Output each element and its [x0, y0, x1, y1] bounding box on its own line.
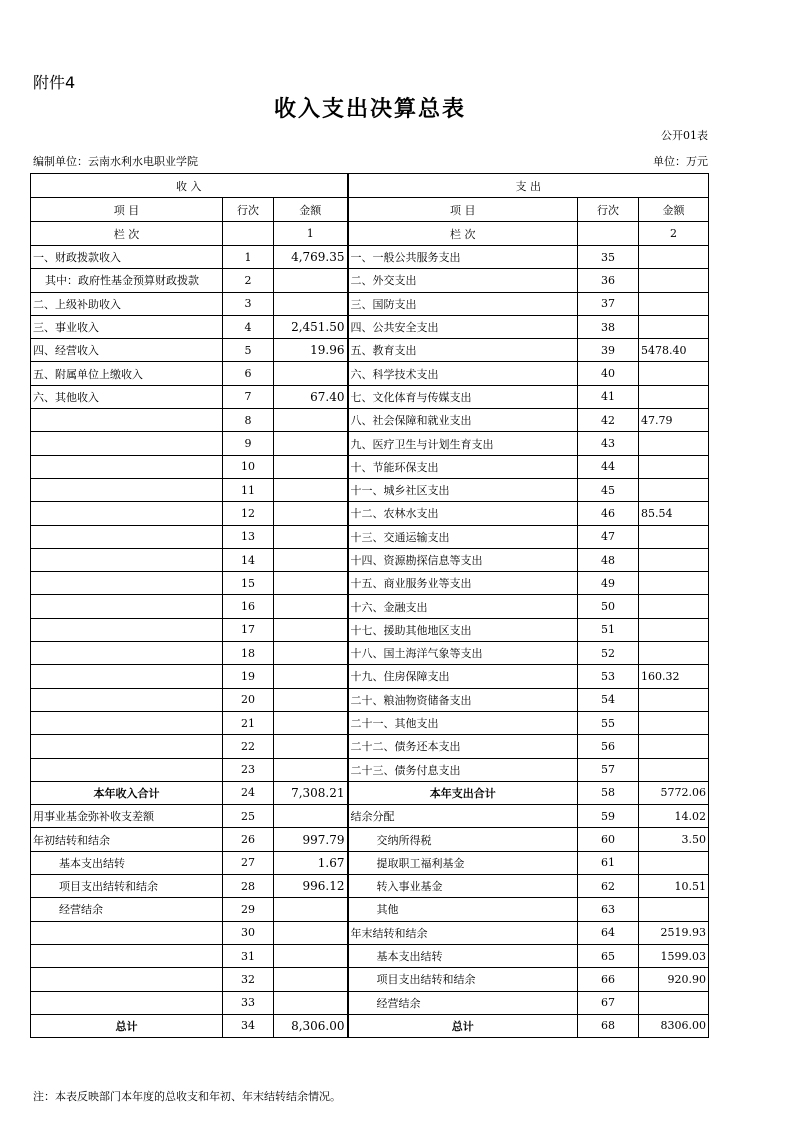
income-amount — [274, 455, 348, 478]
table-row — [31, 478, 709, 501]
income-row-no: 20 — [223, 688, 274, 711]
income-row-no: 9 — [223, 432, 274, 455]
attachment-label: 附件4 — [33, 73, 76, 92]
expense-row-no: 41 — [578, 385, 639, 408]
income-item — [31, 642, 223, 665]
table-row — [31, 548, 709, 571]
income-row-no: 15 — [223, 572, 274, 595]
lanci-label-expense: 栏 次 — [348, 222, 578, 246]
expense-item: 本年支出合计 — [348, 781, 578, 804]
table-row — [31, 758, 709, 781]
table-row — [31, 688, 709, 711]
col-item-income: 项 目 — [31, 198, 223, 222]
income-item — [31, 991, 223, 1014]
table-row — [31, 409, 709, 432]
expense-item: 二十二、债务还本支出 — [348, 735, 578, 758]
income-item: 五、附属单位上缴收入 — [31, 362, 223, 385]
income-section-label: 收 入 — [31, 174, 348, 198]
expense-amount — [639, 525, 709, 548]
expense-item: 十八、国土海洋气象等支出 — [348, 642, 578, 665]
expense-item: 十七、援助其他地区支出 — [348, 618, 578, 641]
expense-row-no: 62 — [578, 875, 639, 898]
income-row-no: 28 — [223, 875, 274, 898]
table-row — [31, 735, 709, 758]
expense-amount — [639, 292, 709, 315]
expense-item: 二、外交支出 — [348, 269, 578, 292]
expense-row-no: 51 — [578, 618, 639, 641]
income-item: 用事业基金弥补收支差额 — [31, 805, 223, 828]
expense-amount: 5772.06 — [639, 781, 709, 804]
expense-row-no: 39 — [578, 339, 639, 362]
expense-amount: 8306.00 — [639, 1014, 709, 1037]
expense-amount: 160.32 — [639, 665, 709, 688]
expense-amount: 10.51 — [639, 875, 709, 898]
table-row — [31, 968, 709, 991]
income-item — [31, 944, 223, 967]
income-row-no: 16 — [223, 595, 274, 618]
expense-item: 六、科学技术支出 — [348, 362, 578, 385]
income-amount — [274, 711, 348, 734]
expense-item: 总计 — [348, 1014, 578, 1037]
income-amount — [274, 595, 348, 618]
income-row-no: 17 — [223, 618, 274, 641]
income-item — [31, 758, 223, 781]
expense-item: 十五、商业服务业等支出 — [348, 572, 578, 595]
expense-row-no: 53 — [578, 665, 639, 688]
expense-row-no: 52 — [578, 642, 639, 665]
lanci-row — [31, 222, 709, 246]
income-amount — [274, 409, 348, 432]
expense-item: 四、公共安全支出 — [348, 315, 578, 338]
income-amount — [274, 968, 348, 991]
col-item-expense: 项 目 — [348, 198, 578, 222]
income-item — [31, 548, 223, 571]
income-item: 年初结转和结余 — [31, 828, 223, 851]
expense-row-no: 67 — [578, 991, 639, 1014]
income-row-no: 6 — [223, 362, 274, 385]
table-row — [31, 385, 709, 408]
expense-row-no: 59 — [578, 805, 639, 828]
table-row — [31, 944, 709, 967]
expense-item: 十三、交通运输支出 — [348, 525, 578, 548]
expense-amount — [639, 595, 709, 618]
income-amount — [274, 688, 348, 711]
expense-item: 一、一般公共服务支出 — [348, 246, 578, 269]
income-row-no: 30 — [223, 921, 274, 944]
table-row — [31, 432, 709, 455]
total-row — [31, 1014, 709, 1037]
expense-amount: 3.50 — [639, 828, 709, 851]
income-amount: 8,306.00 — [274, 1014, 348, 1037]
lanci-number-expense: 2 — [639, 222, 709, 246]
expense-amount: 14.02 — [639, 805, 709, 828]
expense-row-no: 58 — [578, 781, 639, 804]
table-row — [31, 711, 709, 734]
income-item — [31, 502, 223, 525]
income-amount: 2,451.50 — [274, 315, 348, 338]
table-row — [31, 595, 709, 618]
income-amount — [274, 805, 348, 828]
expense-item: 二十、粮油物资储备支出 — [348, 688, 578, 711]
expense-amount — [639, 851, 709, 874]
income-amount — [274, 548, 348, 571]
income-amount — [274, 572, 348, 595]
income-item: 本年收入合计 — [31, 781, 223, 804]
table-row — [31, 572, 709, 595]
expense-item: 十一、城乡社区支出 — [348, 478, 578, 501]
income-item — [31, 711, 223, 734]
expense-row-no: 45 — [578, 478, 639, 501]
lanci-empty-income — [223, 222, 274, 246]
income-amount: 4,769.35 — [274, 246, 348, 269]
expense-row-no: 65 — [578, 944, 639, 967]
expense-row-no: 54 — [578, 688, 639, 711]
expense-row-no: 43 — [578, 432, 639, 455]
income-item: 三、事业收入 — [31, 315, 223, 338]
compiling-unit: 编制单位：云南水利水电职业学院 — [33, 155, 198, 168]
income-amount — [274, 432, 348, 455]
income-item: 其中：政府性基金预算财政拨款 — [31, 269, 223, 292]
income-item — [31, 572, 223, 595]
income-amount: 19.96 — [274, 339, 348, 362]
expense-amount — [639, 711, 709, 734]
income-row-no: 2 — [223, 269, 274, 292]
expense-row-no: 37 — [578, 292, 639, 315]
expense-item: 十六、金融支出 — [348, 595, 578, 618]
income-row-no: 8 — [223, 409, 274, 432]
footnote: 注：本表反映部门本年度的总收支和年初、年末结转结余情况。 — [33, 1090, 341, 1103]
table-row — [31, 525, 709, 548]
expense-item: 九、医疗卫生与计划生育支出 — [348, 432, 578, 455]
income-amount — [274, 921, 348, 944]
expense-item: 转入事业基金 — [348, 875, 578, 898]
income-row-no: 10 — [223, 455, 274, 478]
col-row-expense: 行次 — [578, 198, 639, 222]
table-row — [31, 898, 709, 921]
income-item: 一、财政拨款收入 — [31, 246, 223, 269]
expense-amount — [639, 315, 709, 338]
table-row — [31, 292, 709, 315]
income-row-no: 1 — [223, 246, 274, 269]
column-header-row — [31, 198, 709, 222]
expense-item: 五、教育支出 — [348, 339, 578, 362]
col-amount-expense: 金额 — [639, 198, 709, 222]
income-amount: 7,308.21 — [274, 781, 348, 804]
expense-amount — [639, 572, 709, 595]
expense-amount — [639, 898, 709, 921]
income-row-no: 7 — [223, 385, 274, 408]
income-amount — [274, 292, 348, 315]
table-row — [31, 642, 709, 665]
expense-row-no: 61 — [578, 851, 639, 874]
table-row — [31, 851, 709, 874]
income-item — [31, 595, 223, 618]
income-amount — [274, 478, 348, 501]
income-amount: 1.67 — [274, 851, 348, 874]
expense-amount — [639, 642, 709, 665]
expense-row-no: 42 — [578, 409, 639, 432]
table-row — [31, 362, 709, 385]
income-row-no: 32 — [223, 968, 274, 991]
income-item: 基本支出结转 — [31, 851, 223, 874]
expense-row-no: 66 — [578, 968, 639, 991]
income-row-no: 27 — [223, 851, 274, 874]
expense-row-no: 68 — [578, 1014, 639, 1037]
table-row — [31, 246, 709, 269]
income-row-no: 24 — [223, 781, 274, 804]
expense-item: 三、国防支出 — [348, 292, 578, 315]
income-expense-table — [30, 173, 709, 1038]
table-row — [31, 665, 709, 688]
expense-item: 提取职工福利基金 — [348, 851, 578, 874]
table-row — [31, 455, 709, 478]
expense-item: 二十三、债务付息支出 — [348, 758, 578, 781]
income-amount — [274, 665, 348, 688]
form-code: 公开01表 — [661, 129, 708, 142]
lanci-label-income: 栏 次 — [31, 222, 223, 246]
expense-row-no: 40 — [578, 362, 639, 385]
income-row-no: 11 — [223, 478, 274, 501]
page-title: 收入支出决算总表 — [273, 97, 466, 122]
expense-row-no: 60 — [578, 828, 639, 851]
income-row-no: 22 — [223, 735, 274, 758]
income-item — [31, 665, 223, 688]
expense-row-no: 57 — [578, 758, 639, 781]
expense-row-no: 44 — [578, 455, 639, 478]
income-item: 项目支出结转和结余 — [31, 875, 223, 898]
table-row — [31, 502, 709, 525]
income-amount — [274, 618, 348, 641]
income-item: 经营结余 — [31, 898, 223, 921]
expense-item: 八、社会保障和就业支出 — [348, 409, 578, 432]
expense-row-no: 36 — [578, 269, 639, 292]
expense-amount — [639, 688, 709, 711]
expense-amount: 85.54 — [639, 502, 709, 525]
income-amount — [274, 735, 348, 758]
section-header-row — [31, 174, 709, 198]
income-item — [31, 478, 223, 501]
expense-item: 七、文化体育与传媒支出 — [348, 385, 578, 408]
table-row — [31, 921, 709, 944]
income-row-no: 3 — [223, 292, 274, 315]
table-row — [31, 269, 709, 292]
expense-row-no: 38 — [578, 315, 639, 338]
expense-amount: 47.79 — [639, 409, 709, 432]
income-amount — [274, 362, 348, 385]
expense-item: 二十一、其他支出 — [348, 711, 578, 734]
expense-amount — [639, 618, 709, 641]
income-amount — [274, 525, 348, 548]
expense-item: 十四、资源勘探信息等支出 — [348, 548, 578, 571]
expense-item: 基本支出结转 — [348, 944, 578, 967]
table-row — [31, 339, 709, 362]
lanci-number-income: 1 — [274, 222, 348, 246]
income-item — [31, 409, 223, 432]
income-amount — [274, 898, 348, 921]
expense-row-no: 49 — [578, 572, 639, 595]
income-item — [31, 968, 223, 991]
expense-amount — [639, 735, 709, 758]
col-amount-income: 金额 — [274, 198, 348, 222]
income-amount — [274, 502, 348, 525]
expense-amount: 1599.03 — [639, 944, 709, 967]
expense-amount — [639, 478, 709, 501]
table-row — [31, 875, 709, 898]
expense-amount: 5478.40 — [639, 339, 709, 362]
lanci-empty-expense — [578, 222, 639, 246]
income-item — [31, 688, 223, 711]
expense-row-no: 48 — [578, 548, 639, 571]
table-row — [31, 828, 709, 851]
expense-amount — [639, 758, 709, 781]
income-row-no: 23 — [223, 758, 274, 781]
expense-row-no: 50 — [578, 595, 639, 618]
expense-item: 结余分配 — [348, 805, 578, 828]
expense-amount — [639, 432, 709, 455]
income-amount — [274, 991, 348, 1014]
income-row-no: 12 — [223, 502, 274, 525]
income-item: 六、其他收入 — [31, 385, 223, 408]
expense-row-no: 63 — [578, 898, 639, 921]
income-row-no: 29 — [223, 898, 274, 921]
expense-row-no: 64 — [578, 921, 639, 944]
expense-item: 年末结转和结余 — [348, 921, 578, 944]
income-item — [31, 921, 223, 944]
expense-amount — [639, 455, 709, 478]
expense-amount — [639, 246, 709, 269]
expense-row-no: 55 — [578, 711, 639, 734]
income-amount: 997.79 — [274, 828, 348, 851]
expense-section-label: 支 出 — [348, 174, 709, 198]
income-row-no: 18 — [223, 642, 274, 665]
expense-amount — [639, 269, 709, 292]
income-row-no: 34 — [223, 1014, 274, 1037]
income-amount — [274, 269, 348, 292]
income-row-no: 25 — [223, 805, 274, 828]
income-amount — [274, 642, 348, 665]
income-row-no: 14 — [223, 548, 274, 571]
income-item: 总计 — [31, 1014, 223, 1037]
expense-amount — [639, 385, 709, 408]
income-item — [31, 432, 223, 455]
income-row-no: 33 — [223, 991, 274, 1014]
income-item: 四、经营收入 — [31, 339, 223, 362]
table-row — [31, 618, 709, 641]
income-amount — [274, 944, 348, 967]
income-amount — [274, 758, 348, 781]
expense-amount — [639, 548, 709, 571]
income-item — [31, 525, 223, 548]
income-item — [31, 455, 223, 478]
income-row-no: 26 — [223, 828, 274, 851]
table-row — [31, 315, 709, 338]
currency-unit: 单位：万元 — [653, 155, 708, 168]
expense-amount — [639, 362, 709, 385]
income-row-no: 5 — [223, 339, 274, 362]
income-amount: 67.40 — [274, 385, 348, 408]
expense-amount — [639, 991, 709, 1014]
expense-item: 十九、住房保障支出 — [348, 665, 578, 688]
expense-row-no: 46 — [578, 502, 639, 525]
expense-row-no: 35 — [578, 246, 639, 269]
expense-row-no: 56 — [578, 735, 639, 758]
table-row — [31, 991, 709, 1014]
col-row-income: 行次 — [223, 198, 274, 222]
expense-amount: 920.90 — [639, 968, 709, 991]
expense-row-no: 47 — [578, 525, 639, 548]
subtotal-row — [31, 781, 709, 804]
expense-item: 经营结余 — [348, 991, 578, 1014]
income-amount: 996.12 — [274, 875, 348, 898]
expense-item: 交纳所得税 — [348, 828, 578, 851]
income-item: 二、上级补助收入 — [31, 292, 223, 315]
expense-amount: 2519.93 — [639, 921, 709, 944]
income-item — [31, 735, 223, 758]
income-row-no: 13 — [223, 525, 274, 548]
income-row-no: 21 — [223, 711, 274, 734]
table-row — [31, 805, 709, 828]
expense-item: 十二、农林水支出 — [348, 502, 578, 525]
income-row-no: 19 — [223, 665, 274, 688]
income-row-no: 31 — [223, 944, 274, 967]
income-item — [31, 618, 223, 641]
income-row-no: 4 — [223, 315, 274, 338]
expense-item: 其他 — [348, 898, 578, 921]
expense-item: 十、节能环保支出 — [348, 455, 578, 478]
expense-item: 项目支出结转和结余 — [348, 968, 578, 991]
